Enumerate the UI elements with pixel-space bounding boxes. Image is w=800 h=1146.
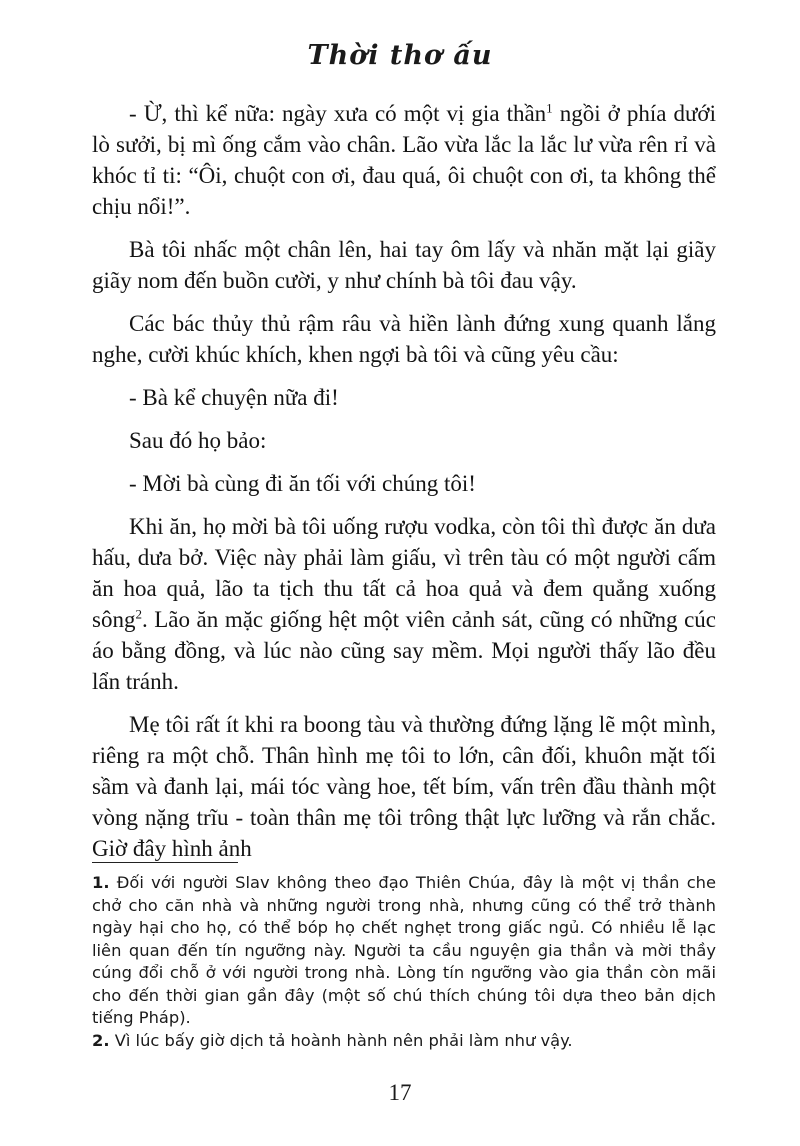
paragraph-text: . Lão ăn mặc giống hệt một viên cảnh sát, cũng có những cúc áo bằng đồng, và lúc nào cũng say mềm. Mọi người thấy lão đều lẩn tránh. bbox=[92, 607, 716, 694]
paragraph-text: - Ừ, thì kể nữa: ngày xưa có một vị gia thần bbox=[129, 101, 547, 126]
footnotes bbox=[92, 872, 716, 1052]
paragraph bbox=[92, 511, 716, 697]
body-text bbox=[92, 98, 716, 876]
paragraph-text: Khi ăn, họ mời bà tôi uống rượu vodka, còn tôi thì được ăn dưa hấu, dưa bở. Việc này phải làm giấu, vì trên tàu có một người cấm ăn hoa quả, lão ta tịch thu tất cả hoa quả và đem quẳng xuống sông bbox=[92, 514, 716, 632]
footnote-divider bbox=[92, 862, 238, 863]
paragraph-text: ngồi ở phía dưới lò sưởi, bị mì ống cắm vào chân. Lão vừa lắc la lắc lư vừa rên rỉ và khóc tỉ ti: “Ôi, chuột con ơi, đau quá, ôi chuột con ơi, ta không thể chịu nổi!”. bbox=[92, 101, 716, 219]
paragraph: - Mời bà cùng đi ăn tối với chúng tôi! bbox=[129, 471, 476, 496]
paragraph: Mẹ tôi rất ít khi ra boong tàu và thường đứng lặng lẽ một mình, riêng ra một chỗ. Thân hình mẹ tôi to lớn, cân đối, khuôn mặt tối sầm và đanh lại, mái tóc vàng hoe, tết bím, vấn trên đầu thành một vòng nặng trĩu - toàn thân mẹ tôi trông thật lực lưỡng và rắn chắc. Giờ đây hình ảnh bbox=[92, 712, 716, 861]
footnote-number: 1. bbox=[92, 873, 110, 892]
footnote-text: Vì lúc bấy giờ dịch tả hoành hành nên phải làm như vậy. bbox=[114, 1030, 573, 1050]
paragraph: Các bác thủy thủ rậm râu và hiền lành đứng xung quanh lắng nghe, cười khúc khích, khen ngợi bà tôi và cũng yêu cầu: bbox=[92, 311, 716, 367]
paragraph: - Bà kể chuyện nữa đi! bbox=[129, 385, 339, 410]
running-header-title: Thời thơ ấu bbox=[307, 40, 493, 71]
paragraph bbox=[92, 98, 716, 222]
footnote bbox=[92, 1030, 716, 1053]
footnote-number: 2. bbox=[92, 1030, 110, 1050]
page-number: 17 bbox=[388, 1080, 412, 1105]
paragraph: Sau đó họ bảo: bbox=[129, 428, 267, 453]
footnote-ref: 1 bbox=[546, 100, 553, 116]
footnote-text: Đối với người Slav không theo đạo Thiên Chúa, đây là một vị thần che chở cho căn nhà và những người trong nhà, nhưng cũng có thể trở thành ngày hại cho họ, có thể bóp họ chết nghẹt trong giấc ngủ. Có nhiều lễ lạc liên quan đến tín ngưỡng này. Người ta cầu nguyện gia thần và mời thầy cúng đổi chỗ ở với người trong nhà. Lòng tín ngưỡng vào gia thần còn mãi cho đến thời gian gần đây (một số chú thích chúng tôi dựa theo bản dịch tiếng Pháp). bbox=[92, 873, 716, 1027]
footnote-ref: 2 bbox=[135, 606, 142, 622]
footnote bbox=[92, 872, 716, 1030]
paragraph: Bà tôi nhấc một chân lên, hai tay ôm lấy và nhăn mặt lại giãy giãy nom đến buồn cười, y như chính bà tôi đau vậy. bbox=[92, 237, 716, 293]
